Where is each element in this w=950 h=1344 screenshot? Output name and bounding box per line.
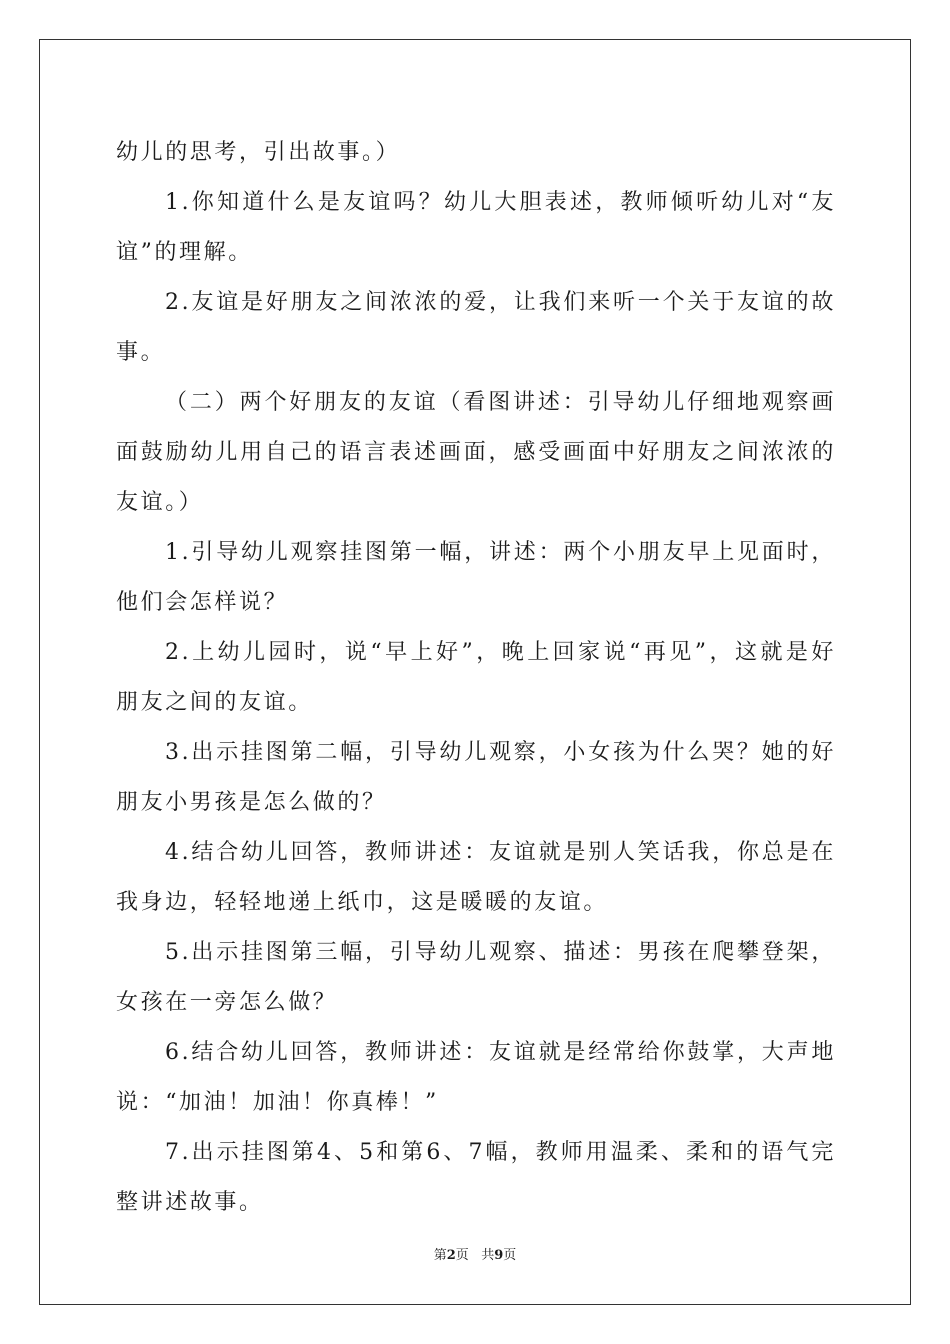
document-body xyxy=(116,128,836,1228)
paragraph-2: 2.友谊是好朋友之间浓浓的爱，让我们来听一个关于友谊的故事。 xyxy=(116,290,836,365)
paragraph-6: 3.出示挂图第二幅，引导幼儿观察，小女孩为什么哭？她的好朋友小男孩是怎么做的？ xyxy=(116,740,836,815)
total-prefix: 共 xyxy=(481,1248,495,1263)
paragraph-10: 7.出示挂图第4、5和第6、7幅，教师用温柔、柔和的语气完整讲述故事。 xyxy=(116,1140,836,1215)
paragraph-5: 2.上幼儿园时，说“早上好”，晚上回家说“再见”，这就是好朋友之间的友谊。 xyxy=(116,640,836,715)
page-total: 9 xyxy=(494,1248,504,1263)
paragraph-8: 5.出示挂图第三幅，引导幼儿观察、描述：男孩在爬攀登架，女孩在一旁怎么做？ xyxy=(116,940,836,1015)
page-suffix: 页 xyxy=(455,1248,469,1263)
paragraph-4: 1.引导幼儿观察挂图第一幅，讲述：两个小朋友早上见面时，他们会怎样说？ xyxy=(116,540,836,615)
paragraph-9: 6.结合幼儿回答，教师讲述：友谊就是经常给你鼓掌，大声地说：“加油！加油！你真棒！” xyxy=(116,1040,836,1115)
page-prefix: 第 xyxy=(433,1248,447,1263)
paragraph-3: （二）两个好朋友的友谊（看图讲述：引导幼儿仔细地观察画面鼓励幼儿用自己的语言表述画面，感受画面中好朋友之间浓浓的友谊。） xyxy=(116,390,836,515)
page-footer xyxy=(0,1244,950,1263)
paragraph-1: 1.你知道什么是友谊吗？幼儿大胆表述，教师倾听幼儿对“友谊”的理解。 xyxy=(116,190,836,265)
total-suffix: 页 xyxy=(503,1248,517,1263)
paragraph-0: 幼儿的思考，引出故事。） xyxy=(116,140,401,165)
page-current: 2 xyxy=(446,1248,456,1263)
paragraph-7: 4.结合幼儿回答，教师讲述：友谊就是别人笑话我，你总是在我身边，轻轻地递上纸巾，这是暖暖的友谊。 xyxy=(116,840,836,915)
